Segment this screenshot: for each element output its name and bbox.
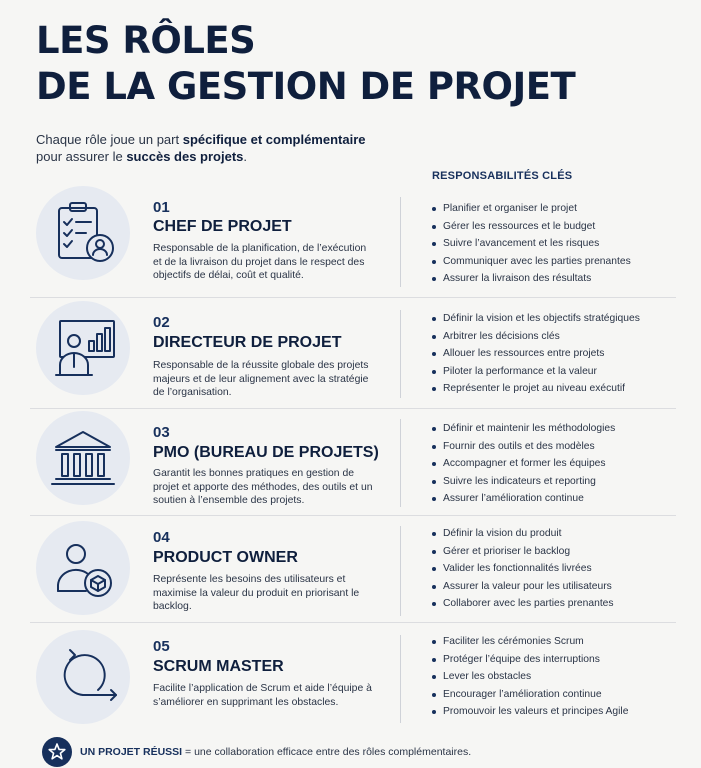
list-item: Assurer l’amélioration continue [432,490,615,508]
role-number: 03 [153,424,170,441]
list-item: Gérer les ressources et le budget [432,218,631,236]
intro-part-3: . [243,149,248,164]
responsibilities-list [432,200,631,288]
list-item: Valider les fonctionnalités livrées [432,560,614,578]
person-product-box-icon [36,521,130,615]
column-divider [400,310,401,398]
list-item: Suivre les indicateurs et reporting [432,473,615,491]
role-row-directeur-de-projet [30,298,676,409]
list-item: Accompagner et former les équipes [432,455,615,473]
footer-text [80,746,471,758]
responsibilities-list [432,310,640,398]
column-divider [400,419,401,507]
intro-part-2: pour assurer le [36,149,127,164]
page-title [36,18,575,110]
role-description: Facilite l’application de Scrum et aide l’équipe à s’améliorer en supprimant les obstacles. [153,683,372,708]
responsibilities-heading: RESPONSABILITÉS CLÉS [432,170,573,182]
list-item: Gérer et prioriser le backlog [432,543,614,561]
intro-text [36,131,366,165]
role-number: 01 [153,199,170,216]
list-item: Allouer les ressources entre projets [432,345,640,363]
list-item: Suivre l’avancement et les risques [432,235,631,253]
list-item: Collaborer avec les parties prenantes [432,595,614,613]
role-description: Responsable de la réussite globale des projets majeurs et de leur alignement avec la stratégie de l’organisation. [153,360,369,399]
responsibilities-list [432,420,615,508]
role-description: Représente les besoins des utilisateurs et maximise la valeur du produit en priorisant le backlog. [153,574,360,613]
intro-bold-2: succès des projets [126,149,244,164]
column-divider [400,635,401,723]
role-name: PMO (BUREAU DE PROJETS) [153,444,379,461]
role-number: 02 [153,314,170,331]
intro-part-1: Chaque rôle joue un part [36,132,183,147]
footer-rest: = une collaboration efficace entre des rôles complémentaires. [182,746,472,758]
column-divider [400,197,401,287]
cycle-arrow-icon [36,630,130,724]
list-item: Assurer la livraison des résultats [432,270,631,288]
role-description: Responsable de la planification, de l’exécution et de la livraison du projet dans le respect des objectifs de délai, coût et qualité. [153,243,367,282]
list-item: Fournir des outils et des modèles [432,438,615,456]
list-item: Assurer la valeur pour les utilisateurs [432,578,614,596]
list-item: Arbitrer les décisions clés [432,328,640,346]
list-item: Définir et maintenir les méthodologies [432,420,615,438]
role-row-scrum-master [30,623,676,729]
list-item: Faciliter les cérémonies Scrum [432,633,628,651]
responsibilities-list [432,525,614,613]
footer-bold: UN PROJET RÉUSSI [80,746,183,758]
list-item: Encourager l’amélioration continue [432,686,628,704]
list-item: Définir la vision du produit [432,525,614,543]
list-item: Piloter la performance et la valeur [432,363,640,381]
role-number: 05 [153,638,170,655]
star-icon [42,737,72,767]
list-item: Communiquer avec les parties prenantes [432,253,631,271]
clipboard-checklist-person-icon [36,186,130,280]
role-row-pmo [30,409,676,516]
list-item: Représenter le projet au niveau exécutif [432,380,640,398]
presenter-chart-icon [36,301,130,395]
role-name: CHEF DE PROJET [153,218,292,235]
role-name: SCRUM MASTER [153,658,284,675]
role-name: DIRECTEUR DE PROJET [153,334,342,351]
intro-bold-1: spécifique et complémentaire [182,132,366,147]
list-item: Promouvoir les valeurs et principes Agile [432,703,628,721]
title-line-2: DE LA GESTION DE PROJET [36,65,576,108]
list-item: Lever les obstacles [432,668,628,686]
institution-building-icon [36,411,130,505]
title-line-1: LES RÔLES [36,19,256,62]
list-item: Planifier et organiser le projet [432,200,631,218]
role-row-chef-de-projet [30,185,676,298]
role-number: 04 [153,529,170,546]
role-name: PRODUCT OWNER [153,549,298,566]
column-divider [400,526,401,616]
role-row-product-owner [30,516,676,623]
list-item: Protéger l’équipe des interruptions [432,651,628,669]
role-description: Garantit les bonnes pratiques en gestion de projet et apporte des méthodes, des outils et un soutien à l’ensemble des projets. [153,468,373,507]
list-item: Définir la vision et les objectifs stratégiques [432,310,640,328]
responsibilities-list [432,633,628,721]
